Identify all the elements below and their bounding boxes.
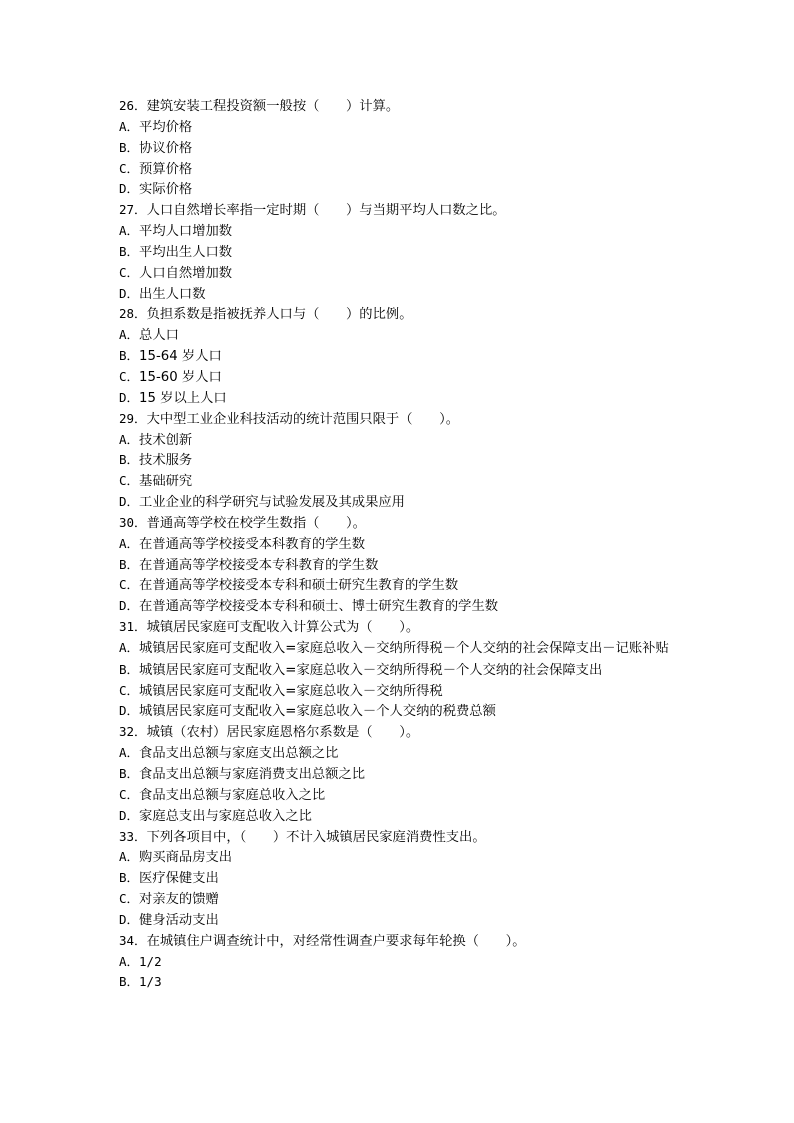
option-d: [119, 388, 679, 409]
question-number: 28．: [119, 306, 147, 322]
option-label: B．: [119, 348, 140, 364]
option-text: 食品支出总额与家庭支出总额之比: [139, 746, 339, 762]
option-text: 1/2: [139, 953, 162, 969]
option-b: [119, 868, 679, 889]
option-label: B．: [119, 139, 140, 155]
question-stem: [119, 200, 679, 221]
option-label: A．: [119, 223, 140, 239]
question-26: [119, 96, 679, 200]
option-a: [119, 117, 679, 138]
question-text: 负担系数是指被抚养人口与（ ）的比例。: [146, 307, 413, 323]
question-stem: [119, 722, 679, 743]
option-text: 在普通高等学校接受本专科和硕士、博士研究生教育的学生数: [139, 599, 499, 615]
option-a: [119, 430, 679, 451]
option-label: D．: [119, 598, 140, 614]
question-text: 建筑安装工程投资额一般按（ ）计算。: [146, 99, 400, 114]
option-text: 预算价格: [139, 161, 193, 177]
option-a: [119, 221, 679, 242]
option-c: [119, 263, 679, 284]
option-text: 城镇居民家庭可支配收入=家庭总收入－交纳所得税－个人交纳的社会保障支出－记账补贴: [139, 640, 669, 656]
option-label: C．: [119, 891, 140, 907]
option-b: [119, 660, 679, 681]
question-text: 普通高等学校在校学生数指（ ）。: [146, 515, 366, 531]
question-stem: [119, 617, 679, 638]
question-number: 33．: [119, 828, 147, 844]
option-label: C．: [119, 473, 140, 489]
question-30: [119, 513, 679, 617]
option-text: 平均价格: [139, 119, 193, 135]
document-page: [119, 96, 679, 993]
option-text: 食品支出总额与家庭总收入之比: [139, 787, 326, 803]
option-d: [119, 806, 679, 827]
question-number: 27．: [119, 202, 147, 218]
question-number: 30．: [119, 514, 147, 530]
question-number: 31．: [119, 619, 147, 635]
option-label: A．: [119, 118, 140, 134]
option-label: B．: [119, 661, 140, 677]
option-label: D．: [119, 181, 140, 197]
option-label: C．: [119, 682, 140, 698]
question-number: 29．: [119, 410, 147, 426]
option-text: 家庭总支出与家庭总收入之比: [139, 808, 312, 824]
option-text: 实际价格: [139, 182, 193, 198]
option-c: [119, 159, 679, 180]
option-c: [119, 367, 679, 388]
option-c: [119, 889, 679, 910]
option-label: D．: [119, 807, 140, 823]
question-stem: [119, 931, 679, 952]
option-text: 15-64 岁人口: [139, 349, 222, 365]
option-text: 15-60 岁人口: [139, 369, 222, 385]
option-c: [119, 681, 679, 702]
option-text: 平均出生人口数: [139, 244, 233, 260]
option-text: 在普通高等学校接受本专科和硕士研究生教育的学生数: [139, 578, 459, 594]
option-text: 15 岁以上人口: [139, 390, 227, 406]
question-number: 32．: [119, 724, 147, 740]
option-text: 城镇居民家庭可支配收入=家庭总收入－个人交纳的税费总额: [139, 704, 496, 720]
option-label: A．: [119, 639, 140, 655]
option-d: [119, 596, 679, 617]
question-stem: [119, 409, 679, 430]
option-text: 总人口: [139, 328, 179, 344]
option-text: 技术创新: [139, 432, 193, 448]
option-label: A．: [119, 745, 140, 761]
option-text: 健身活动支出: [139, 912, 219, 928]
option-text: 在普通高等学校接受本专科教育的学生数: [139, 557, 379, 573]
question-number: 26．: [119, 98, 147, 113]
option-label: C．: [119, 786, 140, 802]
option-label: B．: [119, 974, 140, 990]
question-text: 城镇居民家庭可支配收入计算公式为（ ）。: [146, 620, 420, 636]
option-label: A．: [119, 535, 140, 551]
option-label: D．: [119, 703, 140, 719]
option-text: 出生人口数: [139, 286, 206, 302]
option-label: D．: [119, 285, 140, 301]
option-b: [119, 138, 679, 159]
option-text: 人口自然增加数: [139, 265, 233, 281]
option-label: B．: [119, 870, 140, 886]
option-d: [119, 492, 679, 513]
question-29: [119, 409, 679, 513]
option-label: A．: [119, 327, 140, 343]
option-a: [119, 847, 679, 868]
option-text: 1/3: [139, 974, 162, 990]
option-label: A．: [119, 849, 140, 865]
option-c: [119, 785, 679, 806]
option-d: [119, 284, 679, 305]
question-stem: [119, 96, 679, 117]
option-text: 工业企业的科学研究与试验发展及其成果应用: [139, 495, 405, 511]
option-label: C．: [119, 264, 140, 280]
option-label: D．: [119, 389, 140, 405]
option-label: D．: [119, 494, 140, 510]
question-34: [119, 931, 679, 994]
question-text: 城镇（农村）居民家庭恩格尔系数是（ ）。: [146, 725, 420, 741]
question-32: [119, 722, 679, 826]
question-text: 下列各项目中，（ ）不计入城镇居民家庭消费性支出。: [146, 829, 486, 845]
question-stem: [119, 304, 679, 325]
option-a: [119, 638, 671, 660]
option-b: [119, 450, 679, 471]
option-text: 技术服务: [139, 453, 193, 469]
option-label: B．: [119, 452, 140, 468]
option-text: 城镇居民家庭可支配收入=家庭总收入－交纳所得税－个人交纳的社会保障支出: [139, 662, 603, 678]
question-number: 34．: [119, 932, 147, 948]
option-d: [119, 701, 679, 722]
option-text: 对亲友的馈赠: [139, 892, 219, 908]
option-a: [119, 952, 679, 973]
option-text: 协议价格: [139, 140, 193, 156]
option-text: 食品支出总额与家庭消费支出总额之比: [139, 767, 366, 782]
question-text: 在城镇住户调查统计中，对经常性调查户要求每年轮换（ ）。: [146, 933, 526, 949]
option-label: B．: [119, 243, 140, 259]
option-label: C．: [119, 160, 140, 176]
option-text: 基础研究: [139, 474, 193, 490]
option-b: [119, 346, 679, 367]
question-31: [119, 617, 679, 722]
option-label: B．: [119, 766, 140, 781]
option-a: [119, 325, 679, 346]
question-33: [119, 827, 679, 931]
option-label: C．: [119, 368, 140, 384]
option-c: [119, 575, 679, 596]
option-text: 在普通高等学校接受本科教育的学生数: [139, 536, 366, 552]
option-label: A．: [119, 431, 140, 447]
option-c: [119, 471, 679, 492]
question-text: 人口自然增长率指一定时期（ ）与当期平均人口数之比。: [146, 203, 506, 219]
question-27: [119, 200, 679, 304]
option-b: [119, 555, 679, 576]
option-b: [119, 972, 679, 993]
option-label: D．: [119, 911, 140, 927]
option-b: [119, 242, 679, 263]
option-text: 医疗保健支出: [139, 871, 219, 887]
option-d: [119, 910, 679, 931]
question-stem: [119, 827, 679, 848]
option-d: [119, 179, 679, 200]
option-label: B．: [119, 556, 140, 572]
question-text: 大中型工业企业科技活动的统计范围只限于（ ）。: [146, 411, 460, 427]
option-a: [119, 534, 679, 555]
option-label: A．: [119, 953, 140, 969]
option-text: 城镇居民家庭可支配收入=家庭总收入－交纳所得税: [139, 683, 443, 699]
option-label: C．: [119, 577, 140, 593]
question-28: [119, 304, 679, 408]
option-a: [119, 743, 679, 764]
option-text: 购买商品房支出: [139, 850, 233, 866]
option-text: 平均人口增加数: [139, 224, 233, 240]
option-b: [119, 764, 679, 785]
question-stem: [119, 513, 679, 534]
